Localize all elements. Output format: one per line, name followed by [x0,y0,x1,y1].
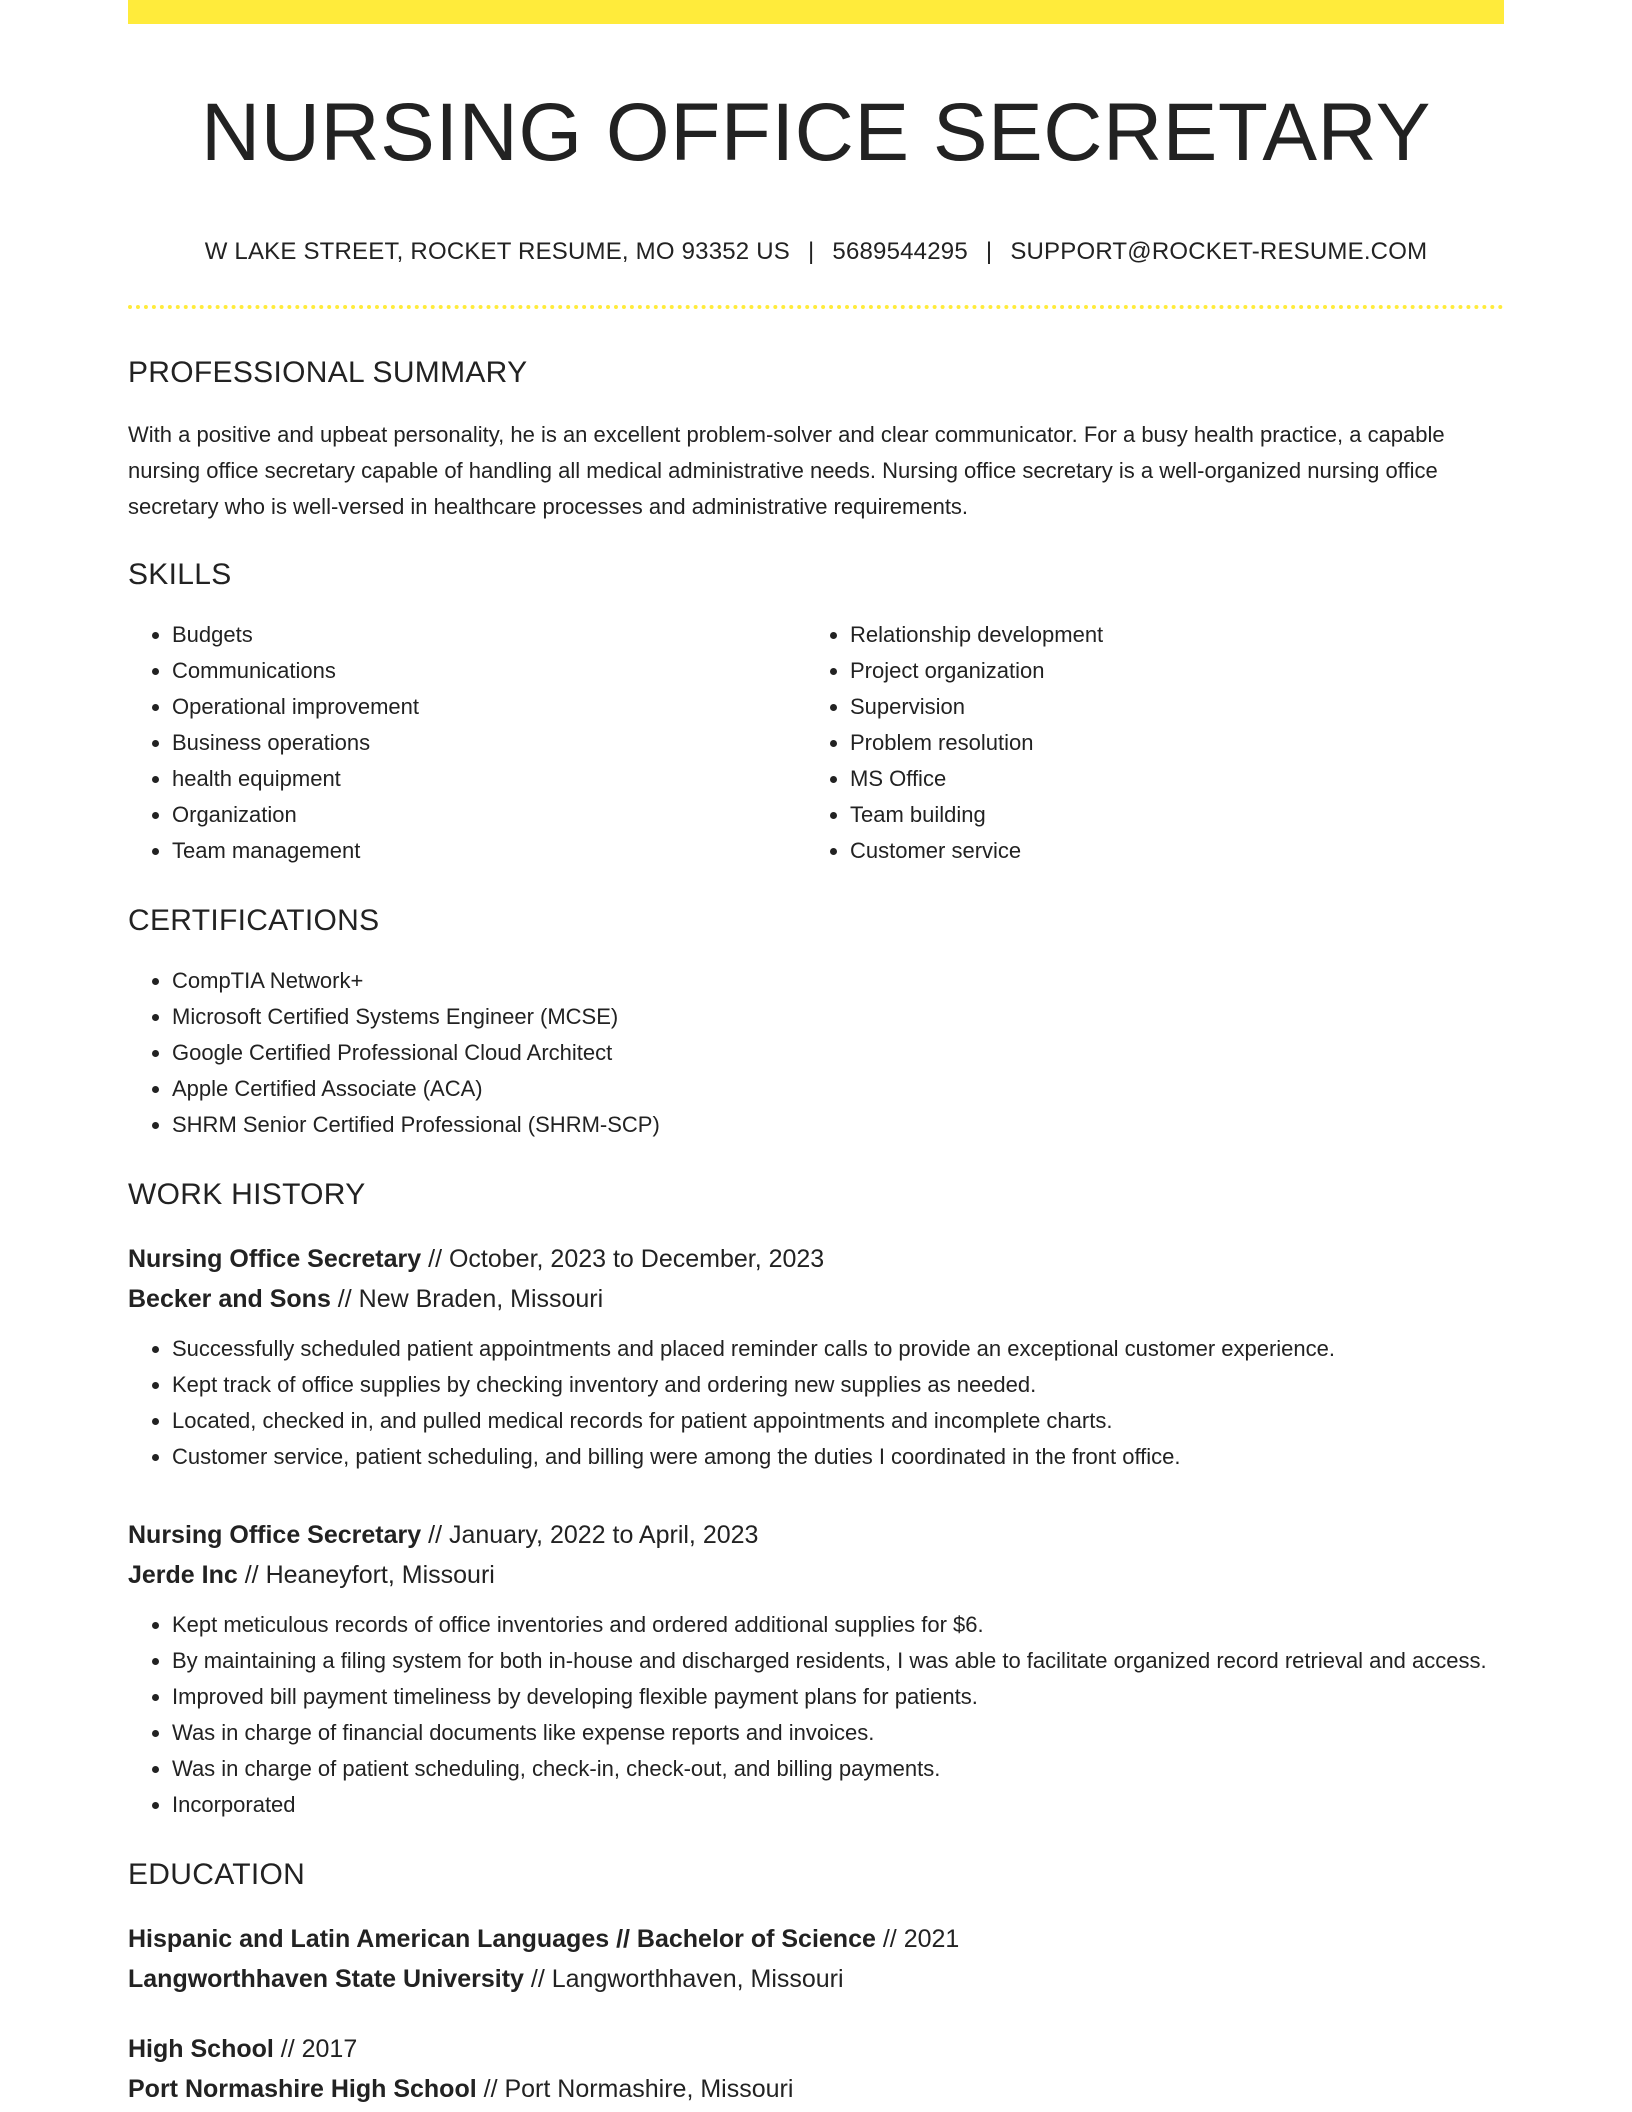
certification-item: • Apple Certified Associate (ACA) [172,1071,1504,1107]
education-degree-line [128,1919,1504,1959]
dotted-divider [128,305,1504,309]
job-dates: October, 2023 to December, 2023 [448,1245,825,1274]
job-bullet: • Incorporated [172,1787,1504,1823]
resume-name: NURSING OFFICE SECRETARY [201,87,1431,178]
education-degree-line [128,2029,1504,2069]
job-entry [128,1239,1504,1475]
education-year: 2021 [903,1925,960,1954]
certification-item: • SHRM Senior Certified Professional (SHRM-SCP) [172,1107,1504,1143]
job-dates: January, 2022 to April, 2023 [448,1521,759,1550]
skill-item: • Business operations [172,725,806,761]
job-separator: // [421,1521,449,1550]
job-bullet: • Successfully scheduled patient appointments and placed reminder calls to provide an exceptional customer experience. [172,1331,1504,1367]
skill-item: • MS Office [850,761,1484,797]
job-company: Becker and Sons [128,1285,331,1314]
skills-list-left [128,617,806,869]
job-separator: // [330,1285,359,1314]
job-separator: // [237,1561,266,1590]
education-school-line [128,2069,1504,2109]
job-role: Nursing Office Secretary [128,1521,422,1550]
education-entry [128,1919,1504,1999]
job-bullet: • Improved bill payment timeliness by developing flexible payment plans for patients. [172,1679,1504,1715]
education-separator: // [523,1965,552,1994]
skill-item: • Customer service [850,833,1484,869]
education-separator: // [273,2035,302,2064]
job-location: Heaneyfort, Missouri [265,1561,495,1590]
summary-text: With a positive and upbeat personality, he is an excellent problem-solver and clear communicator. For a busy health practice, a capable nursing office secretary capable of handling all medical administrative needs. Nursing office secretary is a well-organized nursing office secretary who is well-versed in healthcare processes and administrative requirements. [128,422,1445,520]
job-role-line [128,1515,1504,1555]
job-bullet: • By maintaining a filing system for both in-house and discharged residents, I was able to facilitate organized record retrieval and access. [172,1643,1504,1679]
skill-item: • health equipment [172,761,806,797]
education-entry [128,2029,1504,2109]
job-location: New Braden, Missouri [358,1285,604,1314]
education-location: Port Normashire, Missouri [504,2075,794,2104]
contact-separator: | [985,238,993,266]
skill-item: • Problem resolution [850,725,1484,761]
education-heading: EDUCATION [128,1858,306,1892]
certifications-list [128,963,1504,1143]
skill-item: • Budgets [172,617,806,653]
contact-separator: | [807,238,815,266]
job-bullet: • Was in charge of patient scheduling, check-in, check-out, and billing payments. [172,1751,1504,1787]
education-separator: // [476,2075,505,2104]
certification-item: • Google Certified Professional Cloud Architect [172,1035,1504,1071]
job-bullet: • Kept meticulous records of office inventories and ordered additional supplies for $6. [172,1607,1504,1643]
education-year: 2017 [301,2035,358,2064]
job-bullet: • Kept track of office supplies by checking inventory and ordering new supplies as needed. [172,1367,1504,1403]
certification-item: • CompTIA Network+ [172,963,1504,999]
skills-column-left [128,617,806,869]
skill-item: • Organization [172,797,806,833]
job-separator: // [421,1245,449,1274]
contact-phone: 5689544295 [832,238,968,266]
education-school-line [128,1959,1504,1999]
job-bullets [128,1331,1504,1475]
contact-line [128,238,1504,267]
job-company: Jerde Inc [128,1561,238,1590]
job-company-line [128,1555,1504,1595]
skill-item: • Operational improvement [172,689,806,725]
skill-item: • Communications [172,653,806,689]
skill-item: • Supervision [850,689,1484,725]
resume-page [128,0,1504,2109]
education-degree: High School [128,2035,274,2064]
skills-column-right [806,617,1484,869]
education-school: Langworthhaven State University [128,1965,524,1994]
job-bullet: • Was in charge of financial documents like expense reports and invoices. [172,1715,1504,1751]
job-entry [128,1515,1504,1823]
contact-email: SUPPORT@ROCKET-RESUME.COM [1010,238,1428,266]
accent-top-bar [128,0,1504,24]
skill-item: • Team building [850,797,1484,833]
skill-item: • Project organization [850,653,1484,689]
job-bullet: • Customer service, patient scheduling, and billing were among the duties I coordinated in the front office. [172,1439,1504,1475]
education-degree: Hispanic and Latin American Languages // Bachelor of Science [128,1925,876,1954]
skills-heading: SKILLS [128,558,232,592]
education-school: Port Normashire High School [128,2075,477,2104]
certification-item: • Microsoft Certified Systems Engineer (MCSE) [172,999,1504,1035]
education-separator: // [875,1925,904,1954]
work-history-heading: WORK HISTORY [128,1178,366,1212]
job-bullet: • Located, checked in, and pulled medical records for patient appointments and incomplete charts. [172,1403,1504,1439]
skill-item: • Team management [172,833,806,869]
job-company-line [128,1279,1504,1319]
job-role-line [128,1239,1504,1279]
skills-list-right [806,617,1484,869]
contact-address: W LAKE STREET, ROCKET RESUME, MO 93352 US [204,238,790,266]
skills-grid [128,617,1504,869]
job-bullets [128,1607,1504,1823]
skill-item: • Relationship development [850,617,1484,653]
job-role: Nursing Office Secretary [128,1245,422,1274]
education-location: Langworthhaven, Missouri [551,1965,844,1994]
summary-heading: PROFESSIONAL SUMMARY [128,356,528,390]
certifications-heading: CERTIFICATIONS [128,904,380,938]
